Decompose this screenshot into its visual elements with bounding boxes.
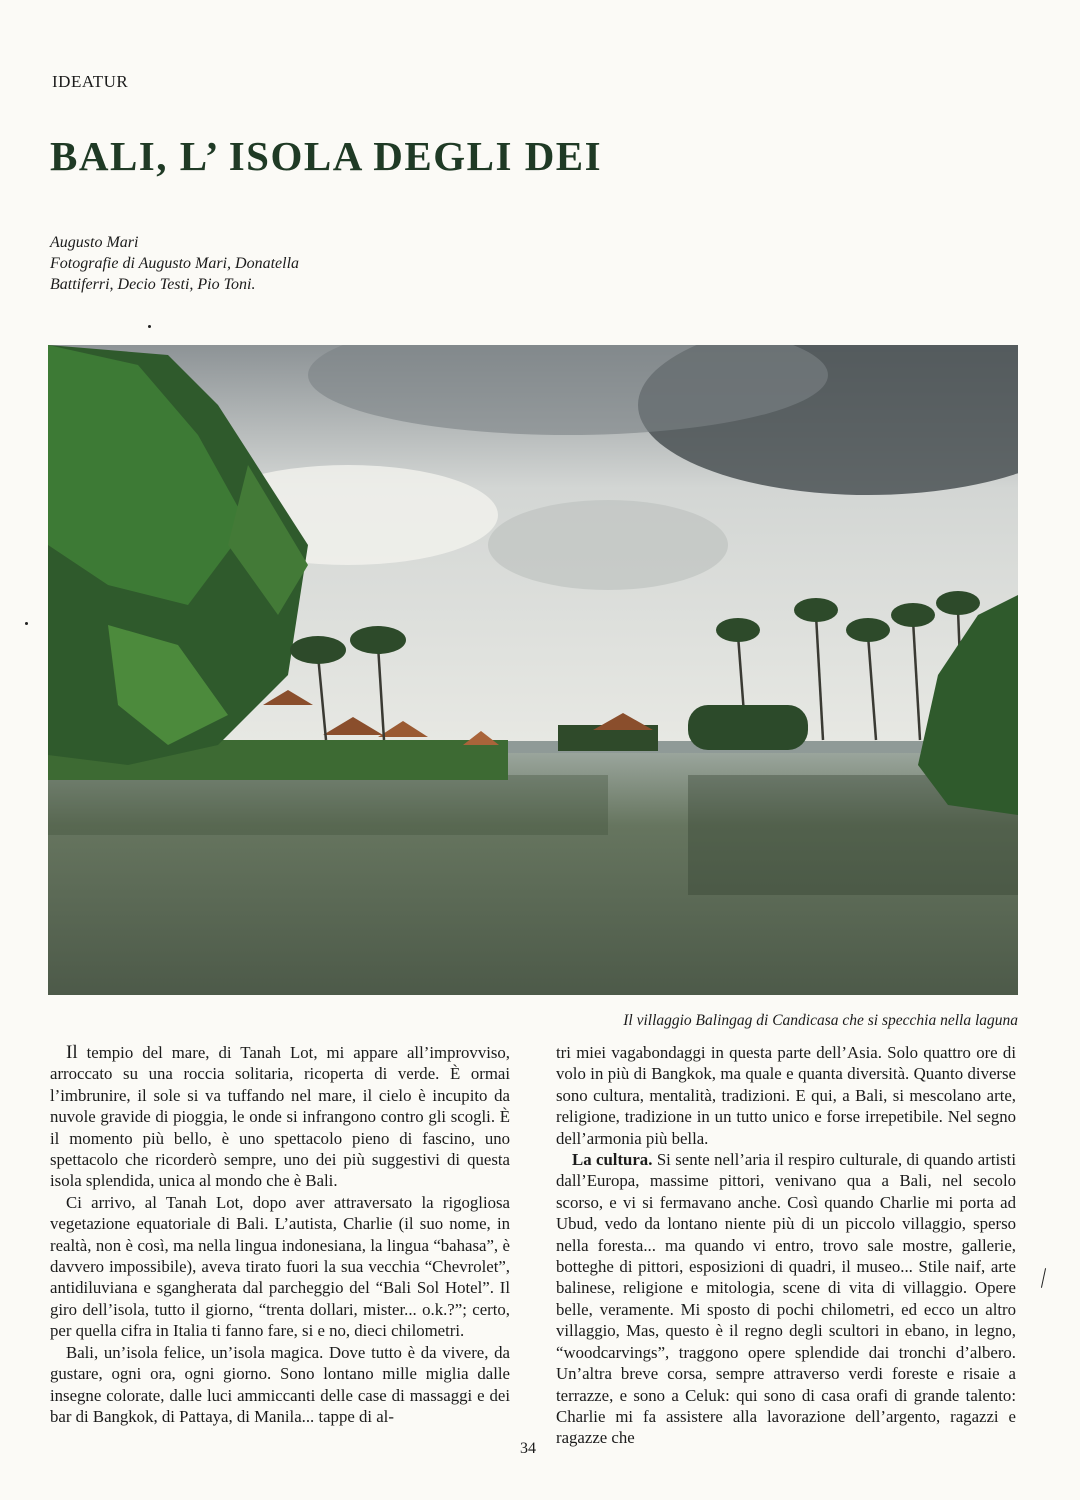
paragraph: Bali, un’isola felice, un’isola magica. Dove tutto è da vivere, da gustare, ogni ora, ogni giorno. Sono lontano mille miglia dalle insegne colorate, dalle luci ammiccanti delle case di massaggi e dei bar di Bangkok, di Pattaya, di Manila... tappe di al- <box>50 1342 510 1426</box>
section-label: IDEATUR <box>52 72 129 91</box>
paragraph: Ci arrivo, al Tanah Lot, dopo aver attraversato la rigogliosa vegetazione equatoriale di Bali. L’autista, Charlie (il suo nome, in realtà, non è così, ma nella lingua indonesiana, la lingua “bahasa”, è davvero impossibile), aveva tirato fuori la sua vecchia “Chevrolet”, antidiluviana e sgangherata dal parcheggio del “Bali Sol Hotel”. Il giro dell’isola, tutto il giorno, “trenta dollari, mister... o.k.?”; certo, per quella cifra in Italia ti fanno fare, si e no, dieci chilometri. <box>50 1192 510 1341</box>
paragraph-text: Si sente nell’aria il respiro culturale, di quando artisti dall’Europa, massime pittori, venivano qua a Bali, nel secolo scorso, e vi si fermavano anche. Così quando Charlie mi porta ad Ubud, vedo da lontano niente più di un piccolo villaggio, sperso nella foresta... ma quando vi entro, trovo sale mostre, gallerie, botteghe di pittori, esposizioni di quadri, il museo... Stile naif, arte balinese, religione e mitologia, scene di vita di villaggio. Opere belle, veramente. Mi sposto di pochi chilometri, ed ecco un altro villaggio, Mas, questo è il regno degli scultori in ebano, in legno, “woodcarvings”, traggono opere splendide dai tronchi d’albero. Un’altra breve corsa, sempre attraverso verdi foreste e risaie a terrazze, e sono a Celuk: qui sono di casa orafi di grande talento: Charlie mi fa assistere alla lavorazione dell’argento, ragazzi e ragazze che <box>556 1150 1016 1448</box>
article-column-right <box>556 1042 1016 1449</box>
paragraph <box>50 1042 510 1192</box>
page-number: 34 <box>520 1440 536 1457</box>
article-column-left <box>50 1042 510 1427</box>
lagoon-photo <box>48 345 1018 995</box>
author-name: Augusto Mari <box>50 234 139 251</box>
scan-speck <box>1041 1268 1046 1288</box>
photo-credit-line-2: Battiferri, Decio Testi, Pio Toni. <box>50 276 256 293</box>
byline <box>50 232 299 295</box>
subheading: La cultura. <box>572 1150 653 1170</box>
scan-speck <box>25 622 28 625</box>
paragraph: tri miei vagabondaggi in questa parte dell’Asia. Solo quattro ore di volo in più di Bangkok, ma quale e quanta diversità. Quanto diverse sono cultura, mentalità, tradizioni. E qui, a Bali, si mescolano arte, religione, tradizione in un tutto unico e forse irrepetibile. Nel segno dell’armonia più bella. <box>556 1043 1016 1148</box>
scan-speck <box>148 325 151 328</box>
photo-credit-line-1: Fotografie di Augusto Mari, Donatella <box>50 255 300 272</box>
article-title: BALI, L’ ISOLA DEGLI DEI <box>50 133 603 179</box>
photo-caption: Il villaggio Balingag di Candicasa che si specchia nella laguna <box>623 1012 1018 1029</box>
paragraph-text: tempio del mare, di Tanah Lot, mi appare all’improvviso, arroccato su una roccia solitaria, ricoperta di verde. È ormai l’imbrunire, il sole si va tuffando nel mare, il cielo è incupito da nuvole gravide di pioggia, le onde si infrangono contro gli scogli. È il momento più bello, è uno spettacolo pieno di fascino, uno spettacolo che ricorderò sempre, uno dei più suggestivi di questa isola splendida, unica al mondo che è Bali. <box>50 1043 510 1191</box>
initial-letters: Il <box>66 1042 78 1063</box>
paragraph <box>556 1149 1016 1449</box>
